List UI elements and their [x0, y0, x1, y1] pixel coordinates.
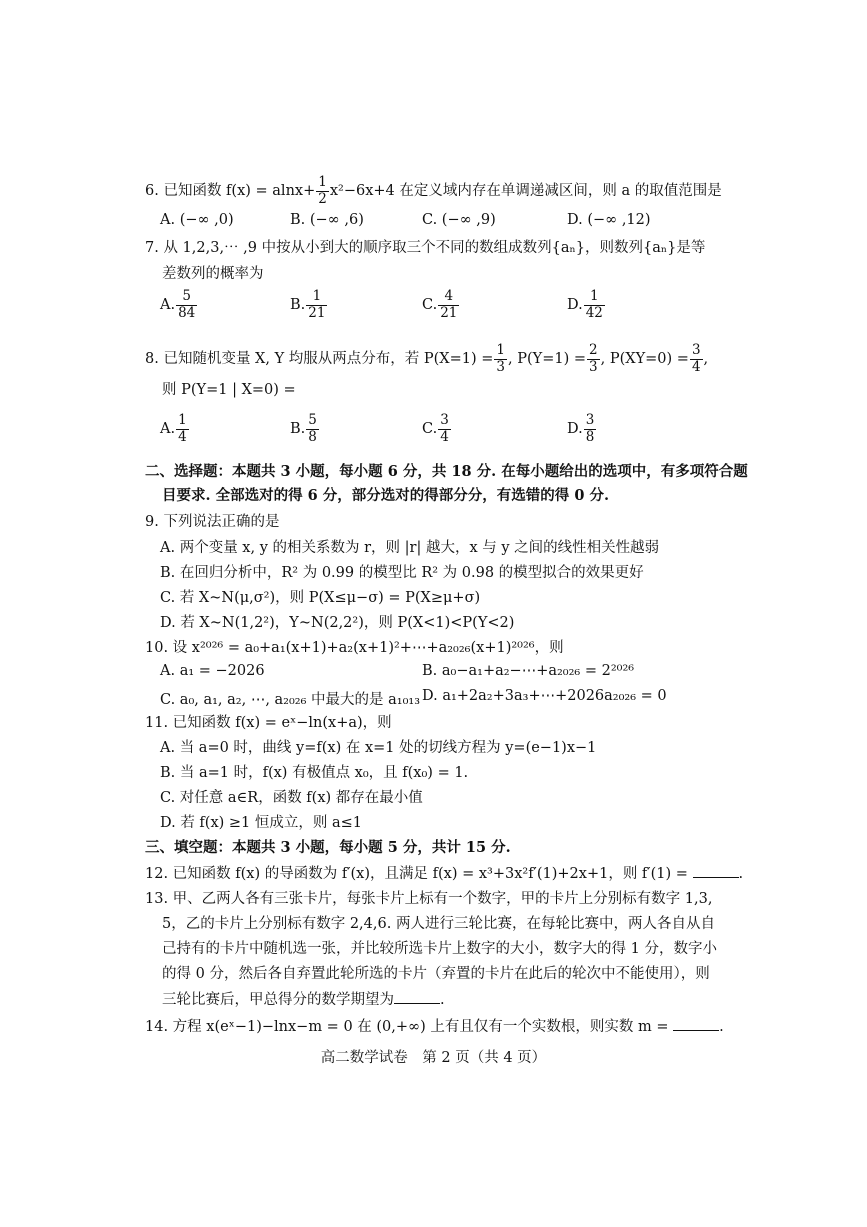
q7-d-den: 42 [585, 304, 603, 321]
question-9-stem: 9. 下列说法正确的是 [145, 514, 280, 530]
q8-d-fraction [584, 414, 597, 444]
q8-a-label: A. [160, 421, 176, 437]
q7-option-b [290, 290, 328, 320]
q6-function-right: x²−6x+4 在定义域内存在单调递减区间，则 a 的取值范围是 [329, 183, 722, 199]
question-6-stem [145, 176, 752, 206]
q14-end: . [719, 1019, 724, 1035]
question-13-line-3: 己持有的卡片中随机选一张，并比较所选卡片上数字的大小，数字大的得 1 分，数字小 [162, 941, 717, 957]
q6-frac-numerator: 1 [318, 174, 327, 190]
q11-option-c: C. 对任意 a∈R，函数 f(x) 都存在最小值 [160, 790, 423, 806]
q7-c-fraction [438, 290, 459, 320]
q14-text: 14. 方程 x(eˣ−1)−lnx−m = 0 在 (0,+∞) 上有且仅有一个实数根，则实数 m = [145, 1019, 669, 1035]
q7-a-label: A. [160, 297, 176, 313]
q8-b-fraction [306, 414, 319, 444]
q9-option-c: C. 若 X~N(μ,σ²)，则 P(X≤μ−σ) = P(X≥μ+σ) [160, 590, 481, 606]
q13-answer-blank[interactable] [394, 989, 440, 1004]
q9-option-b: B. 在回归分析中，R² 为 0.99 的模型比 R² 为 0.98 的模型拟合的效果更好 [160, 565, 644, 581]
q8-option-c [422, 414, 452, 444]
q7-d-num: 1 [584, 290, 605, 306]
q8-d-label: D. [567, 421, 583, 437]
q6-option-c: C. (−∞ ,9) [422, 212, 496, 228]
q6-option-d: D. (−∞ ,12) [567, 212, 651, 228]
q13-end: . [440, 992, 445, 1008]
q8-option-d [567, 414, 597, 444]
q8-frac-1 [494, 344, 507, 374]
q8-c-den: 4 [440, 428, 449, 445]
q6-option-b: B. (−∞ ,6) [290, 212, 364, 228]
q8-part-b: , P(Y=1) = [508, 351, 587, 367]
q7-d-label: D. [567, 297, 583, 313]
q6-function-left: f(x) = alnx+ [221, 183, 316, 199]
q11-option-a: A. 当 a=0 时，曲线 y=f(x) 在 x=1 处的切线方程为 y=(e−1)x−1 [160, 740, 597, 756]
q8-f2-den: 3 [589, 358, 598, 375]
q8-d-den: 8 [585, 428, 595, 445]
q7-a-den: 84 [178, 304, 196, 321]
q8-a-den: 4 [178, 428, 187, 445]
q10-option-c: C. a₀, a₁, a₂, ⋯, a₂₀₂₆ 中最大的是 a₁₀₁₃ [160, 692, 421, 708]
q7-b-label: B. [290, 297, 306, 313]
q9-option-d: D. 若 X~N(1,2²)，Y~N(2,2²)，则 P(X<1)<P(Y<2) [160, 615, 515, 631]
page-footer: 高二数学试卷 第 2 页（共 4 页） [320, 1050, 547, 1066]
q9-option-a: A. 两个变量 x, y 的相关系数为 r，则 |r| 越大，x 与 y 之间的线性相关性越弱 [160, 540, 660, 556]
question-11-stem: 11. 已知函数 f(x) = eˣ−ln(x+a)，则 [145, 715, 392, 731]
q8-c-label: C. [422, 421, 438, 437]
q8-part-d: , [703, 351, 709, 367]
q7-c-den: 21 [440, 304, 458, 321]
q7-option-a [160, 290, 198, 320]
q8-b-den: 8 [308, 428, 317, 445]
q8-option-a [160, 414, 190, 444]
q7-c-num: 4 [438, 290, 459, 306]
q6-option-a: A. (−∞ ,0) [160, 212, 234, 228]
q6-fraction [316, 176, 329, 206]
q8-f3-num: 3 [691, 342, 701, 358]
q7-option-d [567, 290, 606, 320]
question-13-line-4: 的得 0 分，然后各自弃置此轮所选的卡片（弃置的卡片在此后的轮次中不能使用），则 [162, 966, 710, 982]
q7-a-fraction [176, 290, 197, 320]
q8-d-num: 3 [585, 412, 595, 428]
section-2-header-line-1: 二、选择题：本题共 3 小题，每小题 6 分，共 18 分. 在每小题给出的选项中，有多项符合题 [145, 463, 748, 480]
q7-d-fraction [584, 290, 605, 320]
q7-c-label: C. [422, 297, 438, 313]
question-14 [145, 1016, 752, 1037]
q13-line5-text: 三轮比赛后，甲总得分的数学期望为 [162, 992, 394, 1008]
question-13-line-2: 5，乙的卡片上分别标有数字 2,4,6. 两人进行三轮比赛，在每轮比赛中，两人各自从自 [162, 916, 715, 932]
q7-a-num: 5 [176, 290, 197, 306]
question-13-line-1: 13. 甲、乙两人各有三张卡片，每张卡片上标有一个数字，甲的卡片上分别标有数字 1,3, [145, 891, 713, 907]
question-7-line-2: 差数列的概率为 [162, 266, 264, 282]
q10-option-b: B. a₀−a₁+a₂−⋯+a₂₀₂₆ = 2²⁰²⁶ [422, 663, 635, 679]
section-2-header-line-2: 目要求. 全部选对的得 6 分，部分选对的得部分分，有选错的得 0 分. [162, 487, 610, 504]
question-8-line-2: 则 P(Y=1 | X=0) = [162, 382, 296, 398]
question-7-line-1: 7. 从 1,2,3,⋯ ,9 中按从小到大的顺序取三个不同的数组成数列{aₙ}，则数列{aₙ}是等 [145, 240, 706, 256]
q8-f3-den: 4 [691, 358, 701, 375]
q8-option-b [290, 414, 320, 444]
q7-b-num: 1 [306, 290, 327, 306]
q12-answer-blank[interactable] [693, 863, 739, 878]
question-10-stem: 10. 设 x²⁰²⁶ = a₀+a₁(x+1)+a₂(x+1)²+⋯+a₂₀₂₆(x+1)²⁰²⁶，则 [145, 640, 564, 656]
section-3-header: 三、填空题：本题共 3 小题，每小题 5 分，共计 15 分. [145, 839, 511, 856]
q7-b-fraction [306, 290, 327, 320]
q12-text: 12. 已知函数 f(x) 的导函数为 f′(x)，且满足 f(x) = x³+3x²f′(1)+2x+1，则 f′(1) = [145, 866, 688, 882]
question-8-line-1 [145, 344, 752, 374]
q8-frac-2 [587, 344, 600, 374]
q12-end: . [738, 866, 744, 882]
q8-b-num: 5 [308, 412, 317, 428]
q11-option-b: B. 当 a=1 时，f(x) 有极值点 x₀，且 f(x₀) = 1. [160, 765, 469, 781]
q10-option-d: D. a₁+2a₂+3a₃+⋯+2026a₂₀₂₆ = 0 [422, 688, 667, 704]
q6-frac-denominator: 2 [318, 190, 327, 207]
q10-option-a: A. a₁ = −2026 [160, 663, 265, 679]
q8-a-fraction [176, 414, 189, 444]
q8-f1-num: 1 [496, 342, 506, 358]
q8-c-num: 3 [440, 412, 449, 428]
question-12 [145, 863, 752, 884]
q8-frac-3 [690, 344, 703, 374]
q7-b-den: 21 [308, 304, 326, 321]
q8-b-label: B. [290, 421, 306, 437]
q6-prefix: 6. 已知函数 [145, 183, 222, 199]
q8-part-c: , P(XY=0) = [600, 351, 689, 367]
q14-answer-blank[interactable] [673, 1016, 719, 1031]
q7-option-c [422, 290, 460, 320]
question-13-line-5 [162, 989, 752, 1010]
q8-part-a: 8. 已知随机变量 X, Y 均服从两点分布，若 P(X=1) = [145, 351, 494, 367]
q8-c-fraction [438, 414, 451, 444]
q8-a-num: 1 [178, 412, 187, 428]
q8-f2-num: 2 [589, 342, 598, 358]
q8-f1-den: 3 [496, 358, 506, 375]
q11-option-d: D. 若 f(x) ≥1 恒成立，则 a≤1 [160, 815, 363, 831]
